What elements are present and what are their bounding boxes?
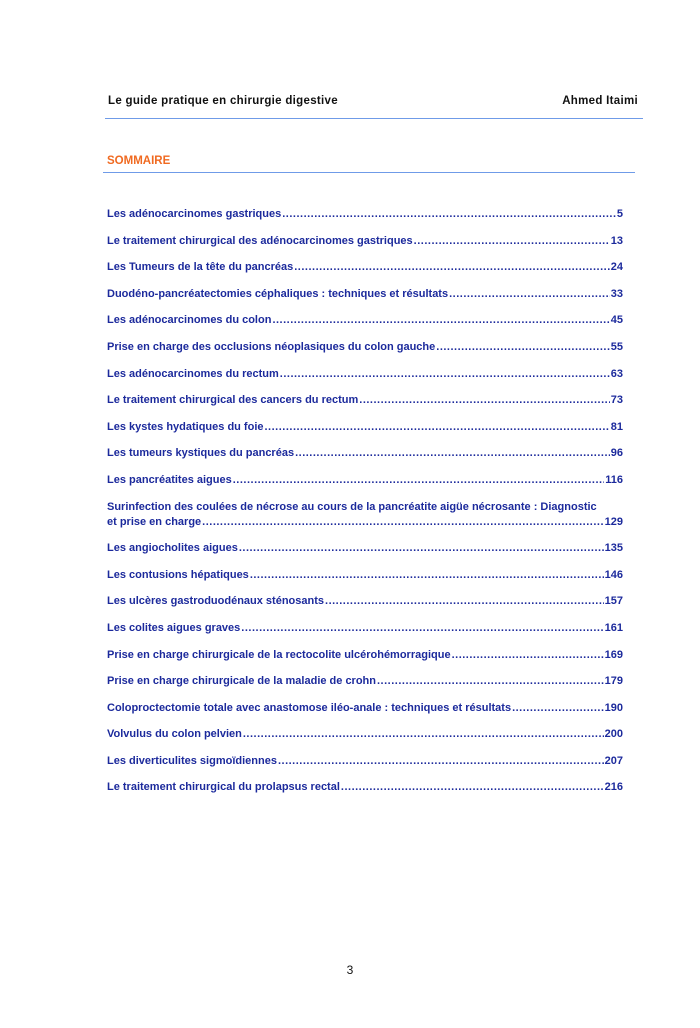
toc-entry-page: 81: [610, 420, 623, 433]
toc-entry[interactable]: [107, 780, 623, 795]
toc-entry[interactable]: [107, 568, 623, 583]
toc-entry[interactable]: [107, 621, 623, 636]
table-of-contents: [107, 207, 623, 807]
toc-entry-page: 116: [605, 473, 623, 486]
dot-leader: [452, 648, 604, 663]
toc-entry-title: Les adénocarcinomes du colon: [107, 314, 272, 327]
toc-entry-title: Les diverticulites sigmoïdiennes: [107, 754, 277, 767]
toc-entry[interactable]: [107, 367, 623, 382]
dot-leader: [278, 754, 604, 769]
toc-entry[interactable]: [107, 594, 623, 609]
dot-leader: [282, 207, 616, 222]
dot-leader: [325, 594, 604, 609]
toc-entry[interactable]: [107, 648, 623, 663]
dot-leader: [449, 287, 610, 302]
toc-entry-page: 190: [604, 701, 623, 714]
toc-entry-title: Le traitement chirurgical des adénocarcinomes gastriques: [107, 234, 413, 247]
toc-entry-page: 157: [604, 595, 623, 608]
toc-entry[interactable]: [107, 473, 623, 488]
toc-entry-title: Les ulcères gastroduodénaux sténosants: [107, 595, 325, 608]
running-header-author: Ahmed Itaimi: [562, 95, 638, 107]
dot-leader: [265, 420, 610, 435]
toc-entry-page: 96: [610, 447, 623, 460]
toc-entry[interactable]: [107, 701, 623, 716]
toc-entry[interactable]: [107, 393, 623, 408]
toc-entry-page: 129: [604, 515, 623, 528]
toc-entry-page: 207: [604, 754, 623, 767]
dot-leader: [414, 234, 610, 249]
toc-entry[interactable]: [107, 207, 623, 222]
toc-entry-page: 169: [604, 648, 623, 661]
toc-entry-title: Les adénocarcinomes du rectum: [107, 367, 279, 380]
toc-entry-title: et prise en charge: [107, 515, 202, 528]
dot-leader: [243, 727, 604, 742]
dot-leader: [377, 674, 604, 689]
header-divider: [105, 118, 643, 119]
toc-entry-title: Prise en charge des occlusions néoplasiques du colon gauche: [107, 340, 436, 353]
toc-entry[interactable]: [107, 446, 623, 461]
toc-entry-title-line1: Surinfection des coulées de nécrose au cours de la pancréatite aigüe nécrosante : Diagnostic: [107, 500, 597, 513]
toc-entry-title: Coloproctectomie totale avec anastomose iléo-anale : techniques et résultats: [107, 701, 512, 714]
section-divider: [103, 172, 635, 173]
toc-entry-page: 63: [610, 367, 623, 380]
dot-leader: [233, 473, 605, 488]
dot-leader: [436, 340, 609, 355]
toc-entry-title: Les pancréatites aigues: [107, 473, 232, 486]
toc-entry-page: 33: [610, 287, 623, 300]
toc-entry-page: 24: [610, 261, 623, 274]
toc-entry[interactable]: [107, 754, 623, 769]
toc-entry-page: 146: [604, 568, 623, 581]
toc-entry-title: Les tumeurs kystiques du pancréas: [107, 447, 295, 460]
toc-entry-page: 55: [610, 340, 623, 353]
toc-entry-page: 161: [604, 621, 623, 634]
toc-entry[interactable]: [107, 420, 623, 435]
toc-entry[interactable]: [107, 260, 623, 275]
toc-entry-page: 200: [604, 728, 623, 741]
toc-entry-page: 73: [610, 394, 623, 407]
dot-leader: [294, 260, 610, 275]
toc-entry[interactable]: [107, 287, 623, 302]
toc-entry[interactable]: [107, 234, 623, 249]
toc-entry[interactable]: [107, 727, 623, 742]
toc-entry[interactable]: [107, 674, 623, 689]
toc-entry-title: Les adénocarcinomes gastriques: [107, 208, 282, 220]
dot-leader: [341, 780, 604, 795]
page-number: 3: [346, 963, 354, 977]
dot-leader: [250, 568, 604, 583]
section-title: SOMMAIRE: [107, 155, 171, 167]
toc-entry-page: 216: [604, 781, 623, 794]
toc-entry-title: Volvulus du colon pelvien: [107, 728, 242, 741]
toc-entry-title: Les angiocholites aigues: [107, 542, 238, 555]
toc-entry-page: 5: [616, 208, 623, 220]
toc-entry-title: Le traitement chirurgical des cancers du rectum: [107, 394, 359, 407]
toc-entry[interactable]: [107, 541, 623, 556]
toc-entry[interactable]: [107, 500, 623, 530]
toc-entry-page: 13: [610, 234, 623, 247]
toc-entry-title: Les Tumeurs de la tête du pancréas: [107, 261, 294, 274]
dot-leader: [239, 541, 604, 556]
toc-entry-title: Prise en charge chirurgicale de la rectocolite ulcérohémorragique: [107, 648, 451, 661]
dot-leader: [295, 446, 610, 461]
toc-entry-title: Les contusions hépatiques: [107, 568, 249, 581]
dot-leader: [202, 515, 603, 530]
dot-leader: [359, 393, 609, 408]
toc-entry-title: Duodéno-pancréatectomies céphaliques : techniques et résultats: [107, 287, 449, 300]
dot-leader: [512, 701, 604, 716]
running-header-title: Le guide pratique en chirurgie digestive: [108, 95, 338, 107]
dot-leader: [272, 313, 609, 328]
toc-entry-page: 45: [610, 314, 623, 327]
dot-leader: [241, 621, 603, 636]
toc-entry-page: 179: [604, 675, 623, 688]
toc-entry-page: 135: [604, 542, 623, 555]
dot-leader: [280, 367, 610, 382]
toc-entry[interactable]: [107, 313, 623, 328]
toc-entry-title: Les colites aigues graves: [107, 621, 241, 634]
toc-entry[interactable]: [107, 340, 623, 355]
toc-entry-title: Le traitement chirurgical du prolapsus rectal: [107, 781, 340, 794]
toc-entry-title: Les kystes hydatiques du foie: [107, 420, 264, 433]
toc-entry-title: Prise en charge chirurgicale de la maladie de crohn: [107, 675, 376, 688]
